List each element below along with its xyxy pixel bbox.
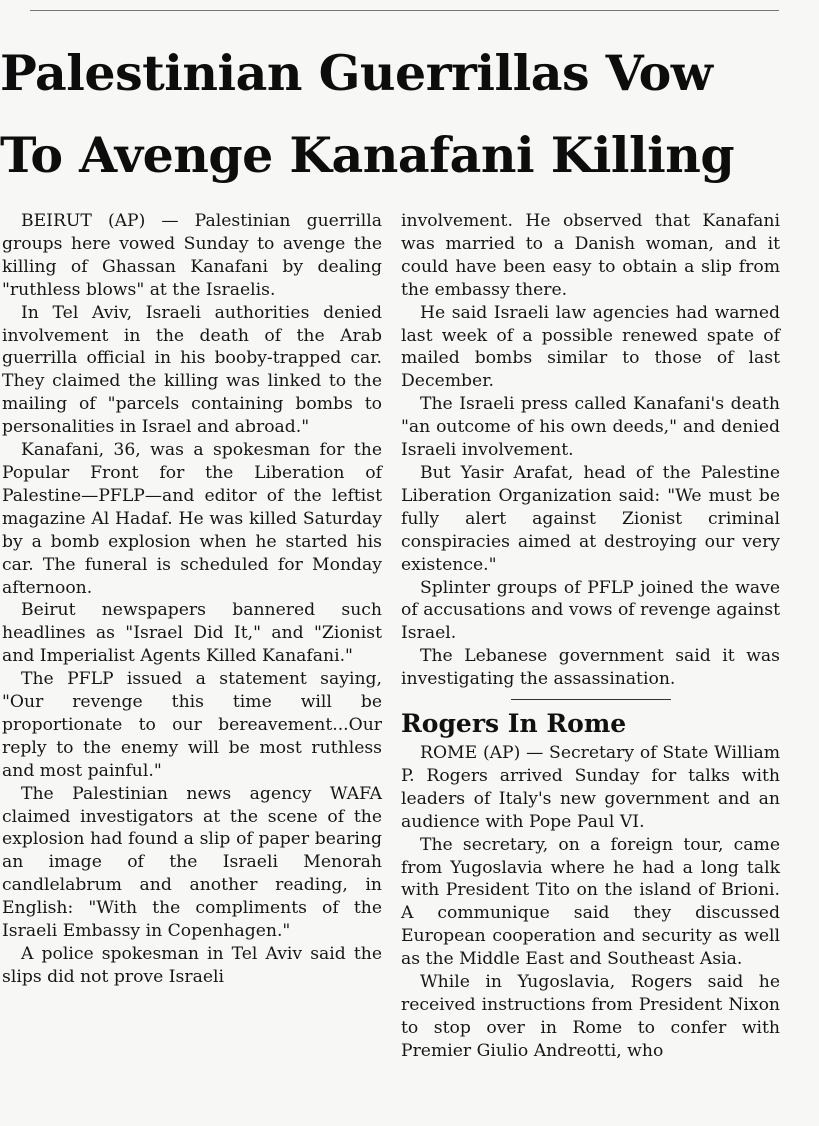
left-column [2, 210, 382, 989]
article-divider [511, 699, 671, 700]
article-paragraph: The Lebanese government said it was investigating the assassination. [401, 646, 780, 690]
top-rule [30, 10, 779, 11]
page-bottom-edge [0, 1120, 819, 1126]
second-article-paragraph: The secretary, on a foreign tour, came from Yugoslavia where he had a long talk with President Tito on the island of Brioni. A communique said they discussed European cooperation and security as well as the Middle East and Southeast Asia. [401, 834, 780, 970]
continued-paragraph: involvement. He observed that Kanafani was married to a Danish woman, and it could have been easy to obtain a slip from the embassy there. [401, 211, 780, 300]
second-article-dateline: ROME (AP) — Secretary of State William P. Rogers arrived Sunday for talks with leaders of Italy's new government and an audience with Pope Paul VI. [401, 743, 780, 832]
headline-line-2: To Avenge Kanafani Killing [0, 126, 735, 184]
article-paragraph: But Yasir Arafat, head of the Palestine Liberation Organization said: "We must be fully alert against Zionist criminal conspiracies aimed at destroying our very existence." [401, 462, 780, 575]
headline-line-1: Palestinian Guerrillas Vow [0, 44, 713, 102]
article-paragraph: A police spokesman in Tel Aviv said the slips did not prove Israeli [2, 944, 382, 987]
article-paragraph: Beirut newspapers bannered such headlines as "Israel Did It," and "Zionist and Imperialist Agents Killed Kanafani." [2, 600, 382, 667]
second-article-headline: Rogers In Rome [401, 709, 627, 739]
article-paragraph: Splinter groups of PFLP joined the wave of accusations and vows of revenge against Israel. [401, 577, 780, 644]
article-paragraph: The Palestinian news agency WAFA claimed investigators at the scene of the explosion had found a slip of paper bearing an image of the Israeli Menorah candlelabrum and another reading, in English: "With the compliments of the Israeli Embassy in Copenhagen." [2, 783, 382, 942]
right-column [401, 210, 780, 1063]
headline [0, 32, 819, 196]
article-paragraph: In Tel Aviv, Israeli authorities denied involvement in the death of the Arab guerrilla official in his booby-trapped car. They claimed the killing was linked to the mailing of "parcels containing bombs to personalities in Israel and abroad." [2, 302, 382, 438]
article-paragraph: The PFLP issued a statement saying, "Our revenge this time will be proportionate to our bereavement...Our reply to the enemy will be most ruthless and most painful." [2, 669, 382, 781]
article-paragraph: The Israeli press called Kanafani's death "an outcome of his own deeds," and denied Israeli involvement. [401, 394, 780, 461]
second-article-paragraph: While in Yugoslavia, Rogers said he received instructions from President Nixon to stop over in Rome to confer with Premier Giulio Andreotti, who [401, 972, 780, 1061]
article-paragraph: Kanafani, 36, was a spokesman for the Popular Front for the Liberation of Palestine—PFLP—and editor of the leftist magazine Al Hadaf. He was killed Saturday by a bomb explosion when he started his car. The funeral is scheduled for Monday afternoon. [2, 440, 382, 598]
dateline-paragraph: BEIRUT (AP) — Palestinian guerrilla groups here vowed Sunday to avenge the killing of Ghassan Kanafani by dealing "ruthless blows" at the Israelis. [2, 211, 382, 300]
article-paragraph: He said Israeli law agencies had warned last week of a possible renewed spate of mailed bombs similar to those of last December. [401, 302, 780, 392]
